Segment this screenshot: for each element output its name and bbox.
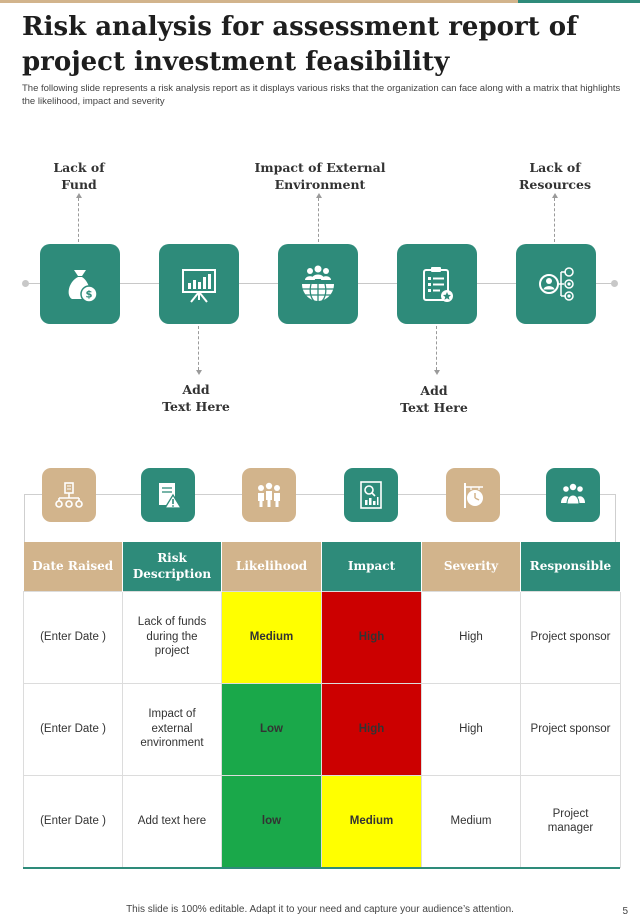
cell-date: (Enter Date ) <box>24 775 123 867</box>
process-label-lack-of-fund: Lack of Fund <box>53 160 105 192</box>
connector-dashed <box>78 198 79 242</box>
connector-dashed <box>554 198 555 242</box>
cell-risk-description: Add text here <box>123 775 222 867</box>
process-line-start-dot <box>22 280 29 287</box>
risk-matrix-table <box>23 542 621 868</box>
cell-severity: High <box>422 591 521 683</box>
tile-money-bag <box>40 244 120 324</box>
cell-date: (Enter Date ) <box>24 683 123 775</box>
page-subtitle: The following slide represents a risk analysis report as it displays various risks that the organization can face along with a matrix that highlights the likelihood, impact and severity <box>22 83 621 107</box>
header-icon-tile <box>242 468 296 522</box>
cell-responsible: Project manager <box>521 775 621 867</box>
tile-globe-people <box>278 244 358 324</box>
org-chart-icon <box>53 479 85 511</box>
process-line-end-dot <box>611 280 618 287</box>
table-row <box>24 775 621 867</box>
connector-dashed <box>198 326 199 370</box>
tile-presentation <box>159 244 239 324</box>
tile-checklist <box>397 244 477 324</box>
arrow-up-icon <box>76 193 82 198</box>
header-icon-tile <box>141 468 195 522</box>
cell-likelihood: low <box>222 775 322 867</box>
process-label-external-environment: Impact of External Environment <box>254 160 386 192</box>
checklist-icon <box>415 262 459 306</box>
col-header-likelihood: Likelihood <box>222 542 322 591</box>
warning-document-icon <box>152 479 184 511</box>
col-header-date-raised: Date Raised <box>24 542 123 591</box>
header-icon-tile <box>344 468 398 522</box>
report-search-icon <box>355 479 387 511</box>
page-title: Risk analysis for assessment report of project investment feasibility <box>22 12 578 77</box>
cell-risk-description: Impact of external environment <box>123 683 222 775</box>
footer-note: This slide is 100% editable. Adapt it to your need and capture your audience’s attention. <box>126 904 514 915</box>
top-accent-bar-tan <box>0 0 518 3</box>
presentation-chart-icon <box>177 262 221 306</box>
table-bottom-rule <box>23 867 620 869</box>
user-network-icon <box>534 262 578 306</box>
cell-impact: Medium <box>322 775 422 867</box>
arrow-up-icon <box>552 193 558 198</box>
arrow-up-icon <box>316 193 322 198</box>
col-header-severity: Severity <box>422 542 521 591</box>
svg-text:$: $ <box>85 289 93 301</box>
process-label-add-text-2: Add Text Here <box>400 383 468 415</box>
table-header-row <box>24 542 621 591</box>
connector-dashed <box>436 326 437 370</box>
cell-responsible: Project sponsor <box>521 683 621 775</box>
cell-impact: High <box>322 683 422 775</box>
team-icon <box>253 479 285 511</box>
cell-severity: High <box>422 683 521 775</box>
top-accent-bar-green <box>518 0 640 3</box>
page-number: 5 <box>622 906 628 917</box>
connector-dashed <box>318 198 319 242</box>
tile-user-network <box>516 244 596 324</box>
cell-responsible: Project sponsor <box>521 591 621 683</box>
table-row <box>24 591 621 683</box>
cell-likelihood: Low <box>222 683 322 775</box>
signpost-clock-icon <box>457 479 489 511</box>
header-icon-tile <box>546 468 600 522</box>
cell-impact: High <box>322 591 422 683</box>
cell-severity: Medium <box>422 775 521 867</box>
process-label-add-text-1: Add Text Here <box>162 382 230 414</box>
group-icon <box>557 479 589 511</box>
table-row <box>24 683 621 775</box>
col-header-responsible: Responsible <box>521 542 621 591</box>
header-icon-tile <box>42 468 96 522</box>
globe-people-icon <box>296 262 340 306</box>
money-bag-icon <box>58 262 102 306</box>
matrix-icon-frame <box>24 494 616 544</box>
header-icon-tile <box>446 468 500 522</box>
cell-risk-description: Lack of funds during the project <box>123 591 222 683</box>
cell-likelihood: Medium <box>222 591 322 683</box>
process-label-lack-of-resources: Lack of Resources <box>519 160 591 192</box>
arrow-down-icon <box>434 370 440 375</box>
cell-date: (Enter Date ) <box>24 591 123 683</box>
arrow-down-icon <box>196 370 202 375</box>
col-header-risk-description: Risk Description <box>123 542 222 591</box>
col-header-impact: Impact <box>322 542 422 591</box>
